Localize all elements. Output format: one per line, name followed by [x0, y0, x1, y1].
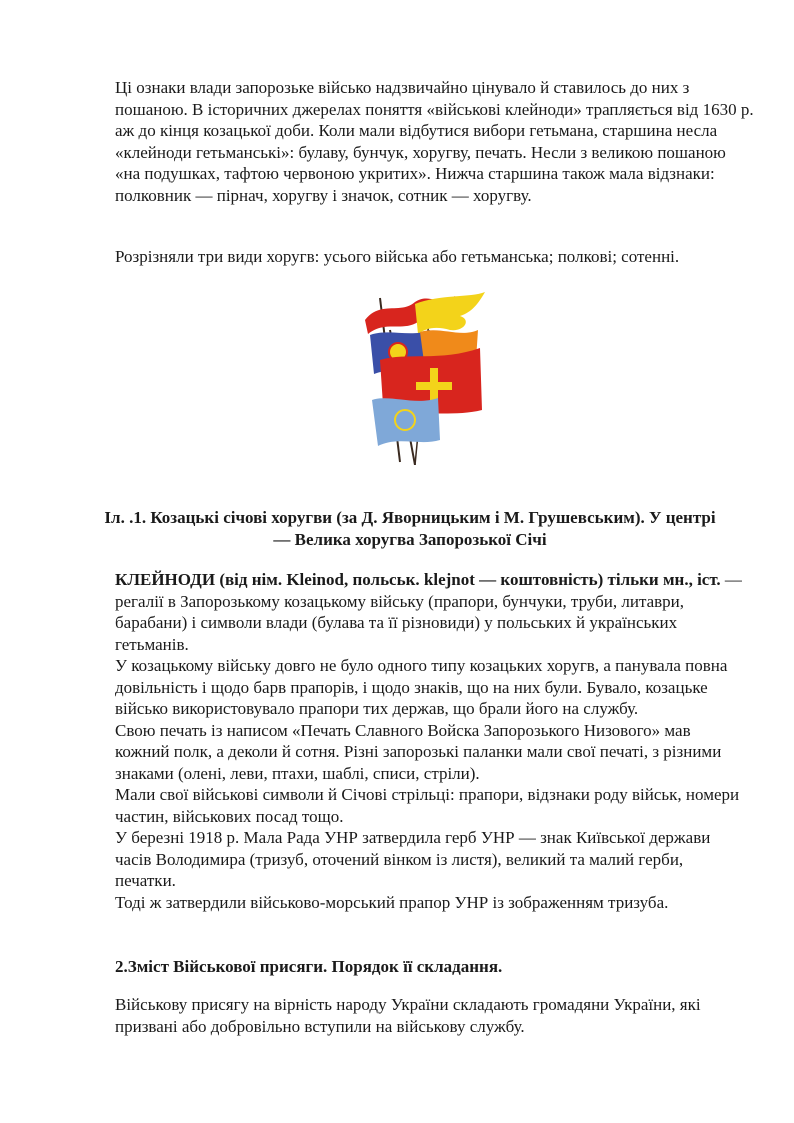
figure-caption: Іл. .1. Козацькі січові хоругви (за Д. Яворницьким і М. Грушевським). У центрі — Велика хоругва Запорозької Січі [104, 508, 716, 549]
yellow-streamer-flag [415, 292, 485, 334]
body-paragraph: Мали свої військові символи й Січові стрільці: прапори, відзнаки роду військ, номери частин, військових посад тощо. [115, 785, 740, 826]
definition-text: — регалії в Запорозькому козацькому війську (прапори, бунчуки, труби, литаври, барабани) і символи влади (булава та її різновиди) у польських й українських гетьманів. [115, 570, 742, 654]
paragraph-banner-types: Розрізняли три види хоругв: усього війська або гетьманська; полкові; сотенні. [115, 247, 680, 266]
paragraph-oath: Військову присягу на вірність народу України складають громадяни України, які призвані або добровільно вступили на військову службу. [115, 995, 701, 1036]
definition-paragraph [115, 569, 745, 655]
body-paragraph: Свою печать із написом «Печать Славного Войска Запорозького Низового» мав кожний полк, а деколи й сотня. Різні запорозькі паланки мали свої печаті, з різними знаками (олені, леви, птахи, шаблі, списи, стріли). [115, 720, 722, 783]
section-heading: 2.Зміст Військової присяги. Порядок її складання. [115, 957, 503, 976]
light-blue-banner [372, 398, 440, 446]
body-text [115, 569, 745, 913]
paragraph-kleinody-intro: Ці ознаки влади запорозьке військо надзвичайно цінувало й ставилось до них з пошаною. В історичних джерелах поняття «військові клейноди» трапляється від 1630 р. аж до кінця козацької доби. Коли мали відбутися вибори гетьмана, старшина несла «клейноди гетьманські»: булаву, бунчук, хоругву, печать. Несли з великою пошаною «на подушках, тафтою червоною укритих». Нижча старшина також мала відзнаки: полковник — пірнач, хоругву і значок, сотник — хоругву. [115, 78, 754, 205]
definition-term: КЛЕЙНОДИ (від нім. Kleinod, польськ. klejnot — коштовність) тільки мн., іст. [115, 570, 721, 589]
body-paragraph: У березні 1918 р. Мала Рада УНР затвердила герб УНР — знак Київської держави часів Володимира (тризуб, оточений вінком із листя), великий та малий герби, печатки. [115, 828, 711, 890]
body-paragraph: Тоді ж затвердили військово-морський прапор УНР із зображенням тризуба. [115, 892, 669, 912]
cossack-banners-illustration [360, 290, 490, 465]
body-paragraph: У козацькому війську довго не було одного типу козацьких хоругв, а панувала повна довільність і щодо барв прапорів, і щодо знаків, що на них були. Бувало, козацьке військо використовувало прапори тих держав, що брали його на службу. [115, 656, 728, 718]
